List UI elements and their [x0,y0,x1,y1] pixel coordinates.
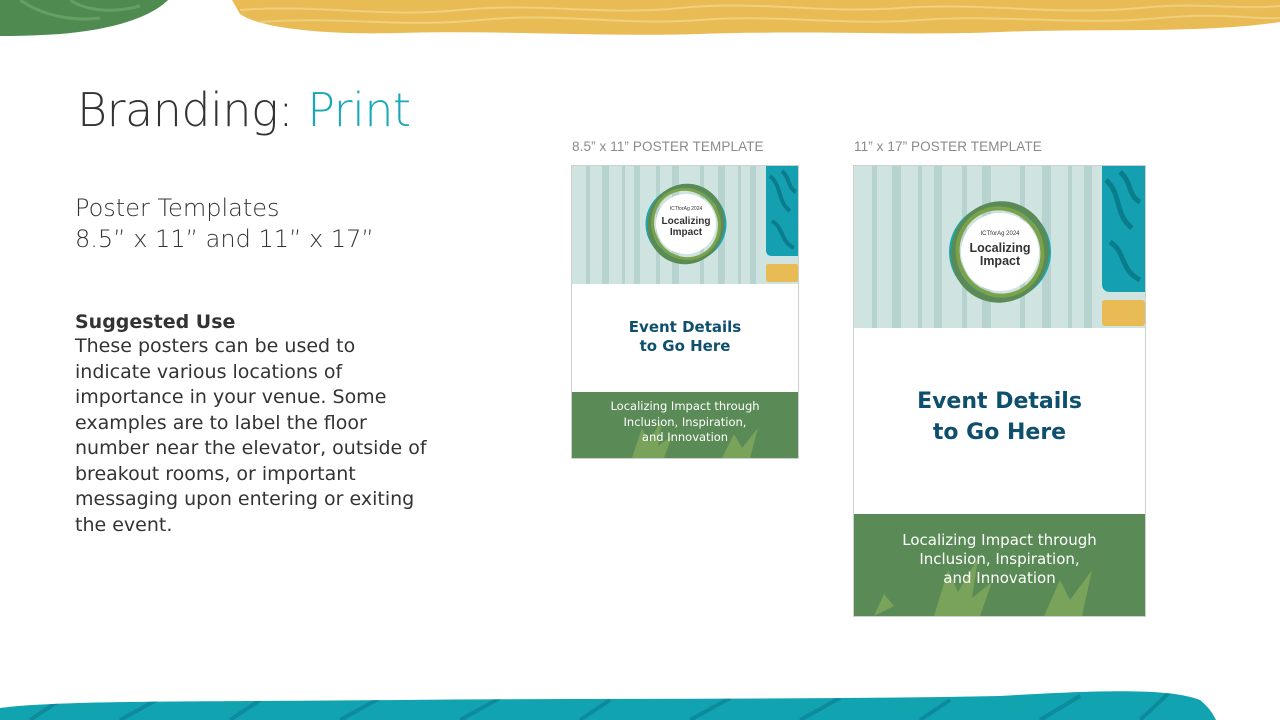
logo-line-1: Localizing [969,241,1031,255]
poster-label-tabloid: 11” x 17” POSTER TEMPLATE [854,139,1042,154]
poster-tabloid-preview [853,165,1146,617]
suggested-use-body: These posters can be used to indicate various locations of importance in your venue. Some examples are to label the floor number near the elevator, outside of breakout rooms, or important messaging upon entering or exiting the event. [75,335,427,536]
logo-small-text: ICTforAg 2024 [669,206,703,212]
poster-tabloid-event-details: Event Details to Go Here [917,389,1082,445]
teal-band-shape [0,691,1216,720]
logo-line-2: Impact [979,254,1021,268]
logo-small-text: ICTforAg 2024 [980,231,1020,237]
poster-letter-preview [571,165,799,459]
subheading-line-1: Poster Templates [75,194,280,222]
suggested-use-heading: Suggested Use [75,311,236,333]
logo-line-1: Localizing [661,216,711,227]
logo-line-2: Impact [669,227,703,238]
page-title: Branding: Print [77,83,411,137]
poster-tabloid-tagline: Localizing Impact through Inclusion, Inspiration, and Innovation [902,531,1097,587]
poster-letter-event-details: Event Details to Go Here [628,318,742,355]
subheading-line-2: 8.5” x 11” and 11” x 17” [75,225,374,253]
poster-letter-tagline: Localizing Impact through Inclusion, Inspiration, and Innovation [610,399,760,444]
poster-label-letter: 8.5” x 11” POSTER TEMPLATE [572,139,764,154]
subheading [75,193,374,255]
page-title-accent: Print [307,83,411,137]
